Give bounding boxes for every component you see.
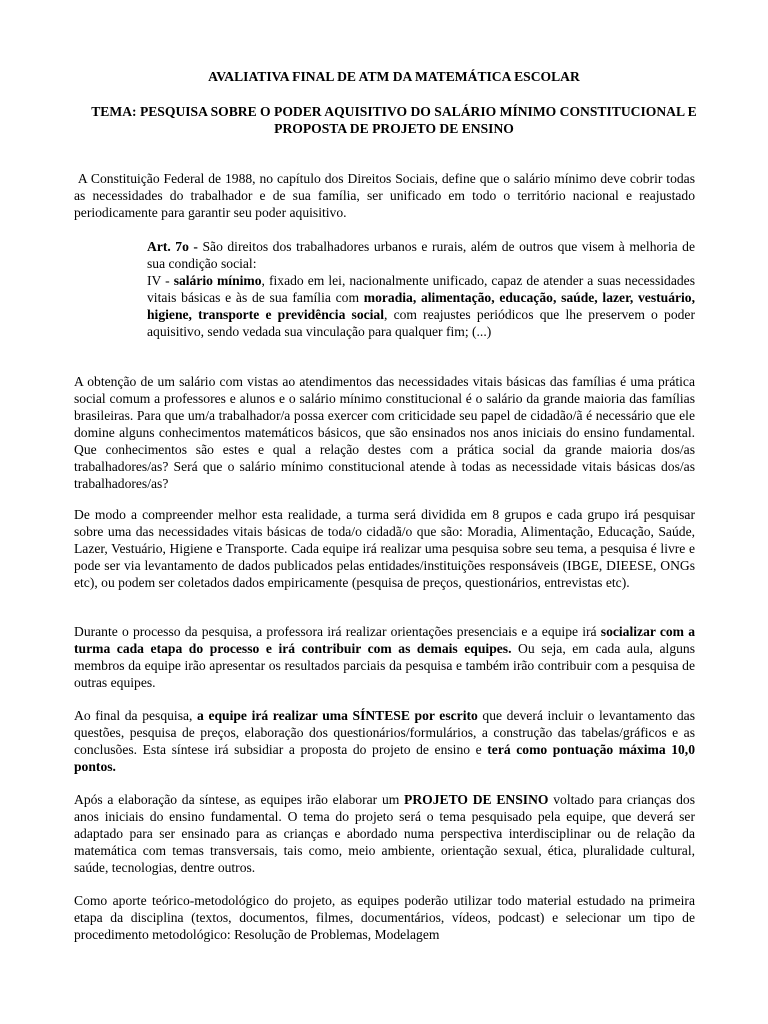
p3-text-c: Ou seja, em cada aula, alguns membros da equipe irão apresentar os resultados parciais da pesquisa e também irão contribuir com a pesquisa de outras equipes. <box>74 641 695 690</box>
quote-item-text-2: , com reajustes periódicos que lhe preservem o poder aquisitivo, sendo vedada sua vinculação para qualquer fim; (...) <box>147 307 695 339</box>
quote-article <box>147 238 695 272</box>
paragraph-methodology: Como aporte teórico-metodológico do projeto, as equipes poderão utilizar todo material estudado na primeira etapa da disciplina (textos, documentos, filmes, documentários, vídeos, podcast) e selecionar um tipo de procedimento metodológico: Resolução de Problemas, Modelagem <box>74 893 695 942</box>
p4-bold-1: a equipe irá realizar uma SÍNTESE por escrito <box>197 708 478 723</box>
p4-text-c: que deverá incluir o levantamento das questões, pesquisa de preços, elaboração dos questionários/formulários, a construção das tabelas/gráficos e as conclusões. Esta síntese irá subsidiar a proposta do projeto de ensino e <box>74 708 695 757</box>
quote-article-text: São direitos dos trabalhadores urbanos e rurais, além de outros que visem à melhoria de sua condição social: <box>147 239 695 271</box>
p5-text-a: Após a elaboração da síntese, as equipes irão elaborar um <box>74 792 405 807</box>
quote-item-prefix: IV - <box>147 273 174 288</box>
paragraph-synthesis <box>74 707 695 775</box>
quote-article-label: Art. 7o - <box>147 239 198 254</box>
quote-item-bold-1: salário mínimo <box>173 273 262 288</box>
p5-bold: PROJETO DE ENSINO <box>404 792 549 807</box>
paragraph-project <box>74 791 695 876</box>
document-title: AVALIATIVA FINAL DE ATM DA MATEMÁTICA ESCOLAR <box>208 69 580 84</box>
p3-text-a: Durante o processo da pesquisa, a professora irá realizar orientações presenciais e a equipe irá <box>74 624 601 639</box>
p3-bold: socializar com a turma cada etapa do processo e irá contribuir com as demais equipes. <box>74 624 695 656</box>
document-subtitle: TEMA: PESQUISA SOBRE O PODER AQUISITIVO DO SALÁRIO MÍNIMO CONSTITUCIONAL E PROPOSTA DE PROJETO DE ENSINO <box>91 104 697 136</box>
constitution-quote <box>147 238 695 340</box>
paragraph-process <box>74 623 695 691</box>
p4-bold-2: terá como pontuação máxima 10,0 pontos. <box>74 742 696 774</box>
paragraph-groups: De modo a compreender melhor esta realidade, a turma será dividida em 8 grupos e cada grupo irá pesquisar sobre uma das necessidades vitais básicas de toda/o cidadã/o que são: Moradia, Alimentação, Educação, Saúde, Lazer, Vestuário, Higiene e Transporte. Cada equipe irá realizar uma pesquisa sobre seu tema, a pesquisa é livre e pode ser via levantamento de dados publicados pelas entidades/instituições responsáveis (IBGE, DIEESE, ONGs etc), ou podem ser coletados dados empiricamente (pesquisa de preços, questionários, entrevistas etc). <box>74 507 695 590</box>
intro-paragraph: A Constituição Federal de 1988, no capítulo dos Direitos Sociais, define que o salário mínimo deve cobrir todas as necessidades do trabalhador e de sua família, ser unificado em todo o território nacional e reajustado periodicamente para garantir seu poder aquisitivo. <box>74 171 699 220</box>
paragraph-context: A obtenção de um salário com vistas ao atendimentos das necessidades vitais básicas das famílias é uma prática social comum a professores e alunos e o salário mínimo constitucional é o salário da grande maioria das famílias brasileiras. Para que um/a trabalhador/a possa exercer com criticidade seu papel de cidadão/ã é necessário que ele domine alguns conhecimentos matemáticos básicos, que são ensinados nos anos iniciais do ensino fundamental. Que conhecimentos são estes e qual a relação destes com a prática social da grande maioria dos/as trabalhadores/as? Será que o salário mínimo constitucional atende à todas as necessidade vitais básicas dos/as trabalhadores/as? <box>74 374 695 491</box>
p4-text-a: Ao final da pesquisa, <box>74 708 198 723</box>
p5-text-c: voltado para crianças dos anos iniciais do ensino fundamental. O tema do projeto será o tema pesquisado pela equipe, que deverá ser adaptado para ser ensinado para as crianças e abordado numa perspectiva interdisciplinar ou de relação da matemática com temas transversais, tais como, meio ambiente, orientação sexual, ética, pluralidade cultural, saúde, tecnologias, dentre outros. <box>74 792 695 875</box>
quote-item-bold-2: moradia, alimentação, educação, saúde, lazer, vestuário, higiene, transporte e previdência social <box>147 290 696 322</box>
quote-item-text-1: , fixado em lei, nacionalmente unificado, capaz de atender a suas necessidades vitais básicas e às de sua família com <box>147 273 695 305</box>
quote-item <box>147 272 695 340</box>
